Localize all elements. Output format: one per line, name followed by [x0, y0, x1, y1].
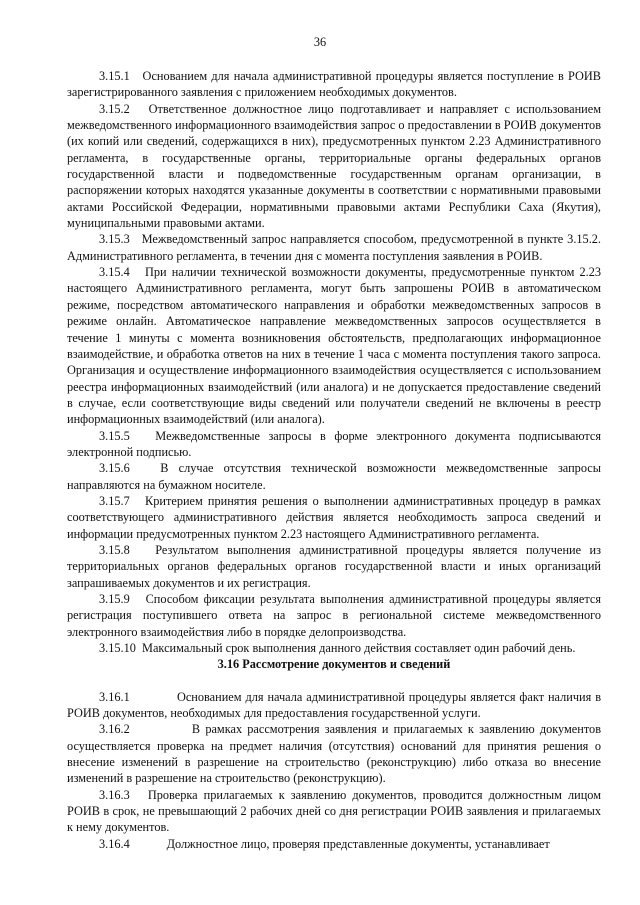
paragraph-3-15-1: 3.15.1 Основанием для начала административной процедуры является поступление в РОИВ зарегистрированного заявления с приложением необходимых документов.: [67, 69, 605, 100]
paragraph-3-15-10: 3.15.10 Максимальный срок выполнения данного действия составляет один рабочий день.: [99, 641, 576, 656]
paragraph-3-16-3: 3.16.3 Проверка прилагаемых к заявлению документов, проводится должностным лицом РОИВ в срок, не превышающий 2 рабочих дней со дня регистрации РОИВ заявления и прилагаемых к нему документов.: [67, 787, 605, 835]
paragraph-3-16-1: 3.16.1 Основанием для начала административной процедуры является факт наличия в РОИВ документов, необходимых для предоставления государственной услуги.: [67, 689, 605, 721]
paragraph-3-15-4: 3.15.4 При наличии технической возможности документы, предусмотренные пунктом 2.23 настоящего Административного регламента, могут быть запрошены РОИВ в автоматическом режиме, посредством автоматического направления и обработки межведомственных запросов в режиме онлайн. Автоматическое направление межведомственных запросов осуществляется в течение 1 минуты с момента возникновения обстоятельств, предполагающих информационное взаимодействие, и обработка ответов на них в течение 1 часа с момента поступления такого запроса. Организация и осуществление информационного взаимодействия осуществляется с использованием реестра информационных взаимодействий (или аналога) и не допускается предоставление сведений в случае, если соответствующие виды сведений или получатели сведений не включены в реестр информационных взаимодействий (или аналога).: [67, 265, 605, 427]
paragraph-3-15-7: 3.15.7 Критерием принятия решения о выполнении административных процедур в рамках соответствующего административного действия является необходимость запроса сведений и информации предусмотренных пунктом 2.23 настоящего Административного регламента.: [67, 493, 605, 541]
paragraph-3-15-5: 3.15.5 Межведомственные запросы в форме электронного документа подписываются электронной подписью.: [67, 428, 605, 459]
page-number: 36: [313, 35, 327, 49]
paragraph-3-15-8: 3.15.8 Результатом выполнения административной процедуры является получение из территориальных органов федеральных органов государственной власти и иных организаций запрашиваемых документов и их регистрация.: [67, 542, 605, 590]
section-heading: 3.16 Рассмотрение документов и сведений: [217, 657, 451, 672]
paragraph-3-15-3: 3.15.3 Межведомственный запрос направляется способом, предусмотренной в пункте 3.15.2. Административного регламента, в течении дня с момента поступления заявления в РОИВ.: [67, 232, 605, 263]
paragraph-3-15-9: 3.15.9 Способом фиксации результата выполнения административной процедуры является регистрация поступившего ответа на запрос в региональной системе межведомственного электронного взаимодействия либо в порядке делопроизводства.: [67, 592, 605, 639]
paragraph-3-15-2: 3.15.2 Ответственное должностное лицо подготавливает и направляет с использованием межведомственного информационного взаимодействия запрос о предоставлении в РОИВ документов (их копий или сведений, содержащихся в них), предусмотренных пунктом 2.23 Административного регламента, в государственные органы, территориальные органы федеральных органов государственной власти и подведомственные государственным органам организации, в распоряжении которых находятся указанные документы в соответствии с нормативными правовыми актами Российской Федерации, нормативными правовыми актами Республики Саха (Якутия), муниципальными правовыми актами.: [67, 101, 605, 231]
paragraph-3-16-4: 3.16.4 Должностное лицо, проверяя представленные документы, устанавливает: [99, 836, 550, 851]
document-body: [67, 68, 605, 852]
paragraph-3-16-2: 3.16.2 В рамках рассмотрения заявления и прилагаемых к заявлению документов осуществляется проверка на предмет наличия (отсутствия) оснований для принятия решения о внесение изменений в разрешение на строительство (реконструкцию) либо отказа во внесение изменений в разрешение на строительство (реконструкцию).: [67, 722, 605, 786]
paragraph-3-15-6: 3.15.6 В случае отсутствия технической возможности межведомственные запросы направляются на бумажном носителе.: [67, 461, 605, 492]
